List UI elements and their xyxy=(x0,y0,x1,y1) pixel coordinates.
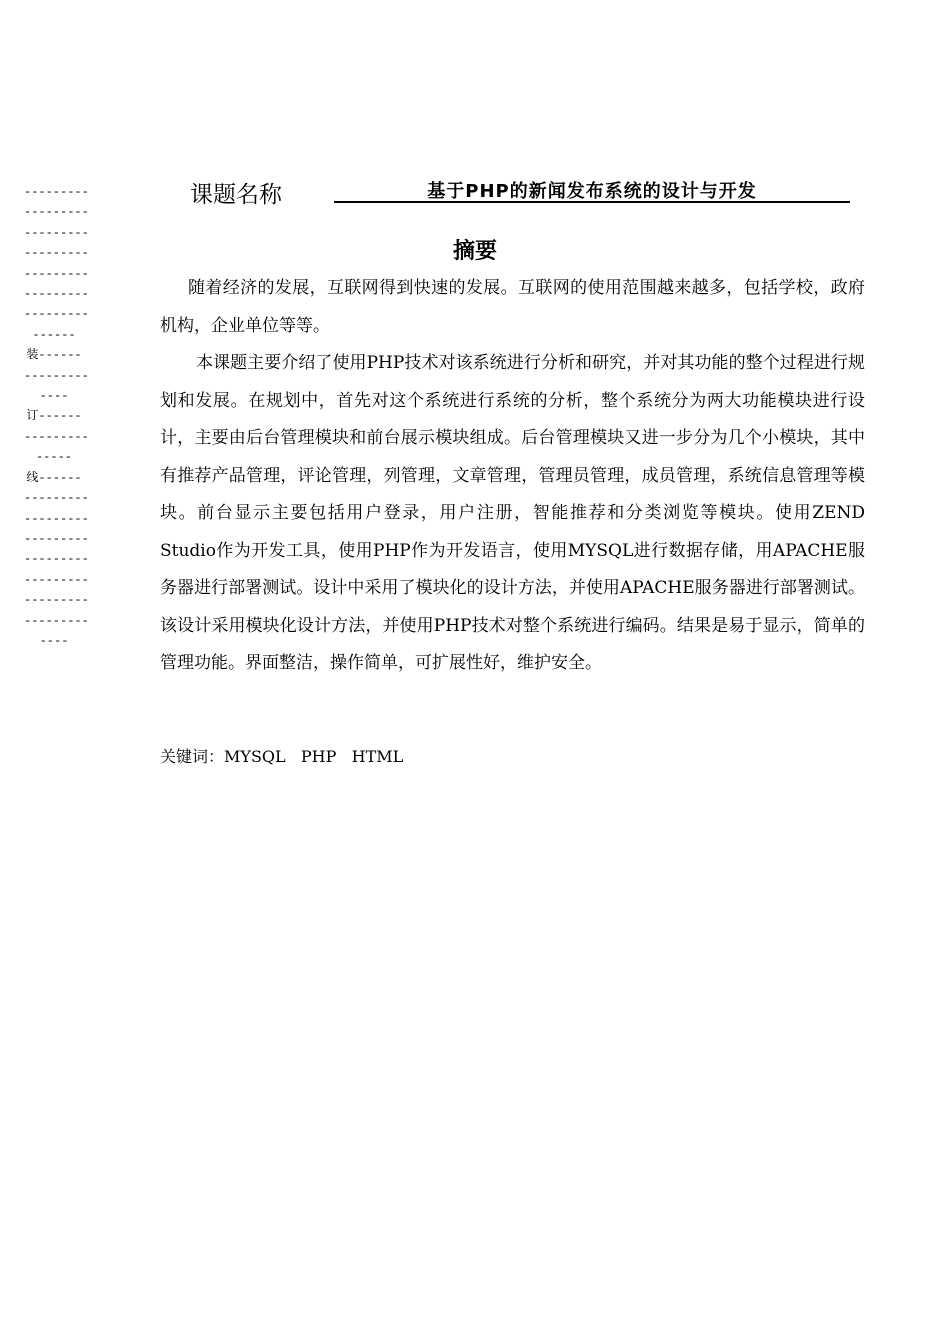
abstract-heading: 摘要 xyxy=(452,239,497,264)
binding-line-margin: --------- --------- --------- --------- --------- --------- --------- ------ 装------ --------- ---- 订------ --------- ----- 线------ --------- --------- --------- --------- --------- --------- --------- ---- xyxy=(24,185,89,648)
abstract-body xyxy=(160,270,865,683)
topic-title-row xyxy=(0,172,950,212)
abstract-paragraph-2: 本课题主要介绍了使用PHP技术对该系统进行分析和研究，并对其功能的整个过程进行规划和发展。在规划中，首先对这个系统进行系统的分析，整个系统分为两大功能模块进行设计，主要由后台管理模块和前台展示模块组成。后台管理模块又进一步分为几个小模块，其中有推荐产品管理，评论管理，列管理，文章管理，管理员管理，成员管理，系统信息管理等模块。前台显示主要包括用户登录，用户注册，智能推荐和分类浏览等模块。使用ZEND Studio作为开发工具，使用PHP作为开发语言，使用MYSQL进行数据存储，用APACHE服务器进行部署测试。设计中采用了模块化的设计方法，并使用APACHE服务器进行部署测试。该设计采用模块化设计方法，并使用PHP技术对整个系统进行编码。结果是易于显示，简单的管理功能。界面整洁，操作简单，可扩展性好，维护安全。 xyxy=(160,353,865,673)
topic-label: 课题名称 xyxy=(190,182,282,208)
keywords-line: 关键词：MYSQL PHP HTML xyxy=(160,747,404,766)
abstract-paragraph-1: 随着经济的发展，互联网得到快速的发展。互联网的使用范围越来越多，包括学校，政府机构，企业单位等等。 xyxy=(160,278,865,336)
topic-title: 基于PHP的新闻发布系统的设计与开发 xyxy=(334,172,850,203)
